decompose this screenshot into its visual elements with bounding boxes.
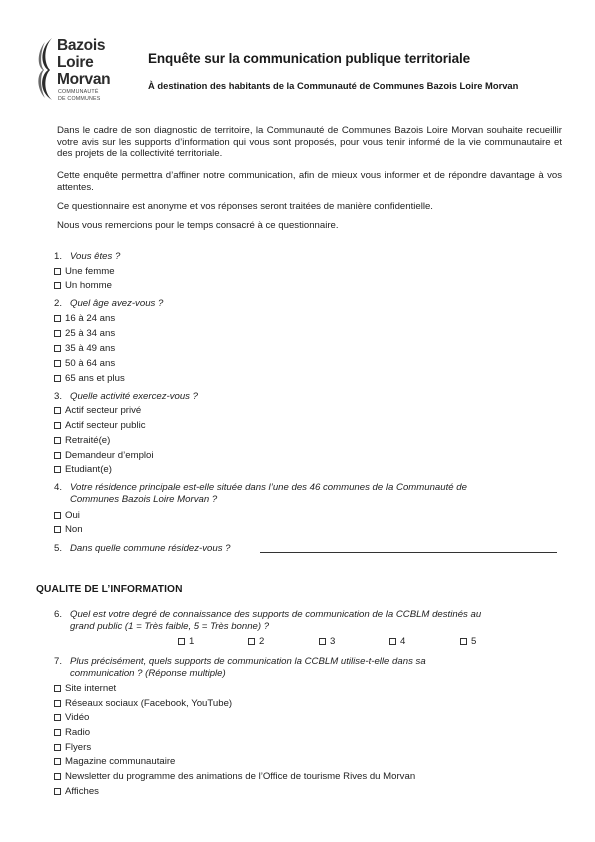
intro-paragraph-3: Ce questionnaire est anonyme et vos réponses seront traitées de manière confidentielle. xyxy=(57,201,433,212)
q7-option-6[interactable]: Magazine communautaire xyxy=(54,756,175,768)
q2-option-1[interactable]: 16 à 24 ans xyxy=(54,313,115,325)
checkbox-icon[interactable] xyxy=(54,452,61,459)
commune-answer-field[interactable] xyxy=(260,543,557,553)
checkbox-icon[interactable] xyxy=(54,729,61,736)
document-subtitle: À destination des habitants de la Communauté de Communes Bazois Loire Morvan xyxy=(148,80,519,91)
q3-option-5[interactable]: Etudiant(e) xyxy=(54,464,112,476)
q7-option-8[interactable]: Affiches xyxy=(54,786,99,798)
q3-option-1[interactable]: Actif secteur privé xyxy=(54,405,141,417)
checkbox-icon[interactable] xyxy=(389,638,396,645)
q7-option-1[interactable]: Site internet xyxy=(54,683,116,695)
checkbox-icon[interactable] xyxy=(54,315,61,322)
logo-text-line3: Morvan xyxy=(57,71,111,88)
checkbox-icon[interactable] xyxy=(54,345,61,352)
question-1: 1. Vous êtes ? xyxy=(54,251,121,262)
checkbox-icon[interactable] xyxy=(54,407,61,414)
question-3: 3. Quelle activité exercez-vous ? xyxy=(54,391,198,402)
checkbox-icon[interactable] xyxy=(54,422,61,429)
q6-scale-4[interactable]: 4 xyxy=(389,636,405,647)
checkbox-icon[interactable] xyxy=(54,360,61,367)
checkbox-icon[interactable] xyxy=(54,268,61,275)
intro-paragraph-2: Cette enquête permettra d’affiner notre communication, afin de mieux vous informer et de répondre davantage à vos attentes. xyxy=(57,170,562,193)
section-heading: QUALITE DE L’INFORMATION xyxy=(36,584,183,595)
q7-option-4[interactable]: Radio xyxy=(54,727,90,739)
q1-option-2[interactable]: Un homme xyxy=(54,280,112,292)
q4-option-2[interactable]: Non xyxy=(54,524,83,536)
q2-option-4[interactable]: 50 à 64 ans xyxy=(54,358,115,370)
q7-option-5[interactable]: Flyers xyxy=(54,742,91,754)
logo-sub-line2: DE COMMUNES xyxy=(58,96,101,102)
checkbox-icon[interactable] xyxy=(54,714,61,721)
q3-option-2[interactable]: Actif secteur public xyxy=(54,420,146,432)
checkbox-icon[interactable] xyxy=(54,330,61,337)
checkbox-icon[interactable] xyxy=(54,466,61,473)
q6-scale-1[interactable]: 1 xyxy=(178,636,194,647)
checkbox-icon[interactable] xyxy=(54,744,61,751)
question-6: 6. Quel est votre degré de connaissance des supports de communication de la CCBLM destinés au grand public (1 = Très faible, 5 = Très bonne) ? xyxy=(54,609,482,632)
question-5: 5. Dans quelle commune résidez-vous ? xyxy=(54,543,231,554)
q6-scale-2[interactable]: 2 xyxy=(248,636,264,647)
checkbox-icon[interactable] xyxy=(460,638,467,645)
logo-sub-line1: COMMUNAUTÉ xyxy=(58,89,99,95)
checkbox-icon[interactable] xyxy=(54,512,61,519)
checkbox-icon[interactable] xyxy=(54,758,61,765)
q4-option-1[interactable]: Oui xyxy=(54,510,80,522)
checkbox-icon[interactable] xyxy=(54,437,61,444)
q7-option-3[interactable]: Vidéo xyxy=(54,712,89,724)
checkbox-icon[interactable] xyxy=(319,638,326,645)
q7-option-2[interactable]: Réseaux sociaux (Facebook, YouTube) xyxy=(54,698,232,710)
checkbox-icon[interactable] xyxy=(54,375,61,382)
checkbox-icon[interactable] xyxy=(54,685,61,692)
q6-scale-3[interactable]: 3 xyxy=(319,636,335,647)
intro-paragraph-1: Dans le cadre de son diagnostic de territoire, la Communauté de Communes Bazois Loire Morvan souhaite recueillir votre avis sur les supports d’information qui vous sont proposés, pour vous tenir informé de la vie communautaire et des projets de la collectivité territoriale. xyxy=(57,125,562,160)
logo-text-line2: Loire xyxy=(57,54,94,71)
checkbox-icon[interactable] xyxy=(54,282,61,289)
q6-scale-5[interactable]: 5 xyxy=(460,636,476,647)
q3-option-3[interactable]: Retraité(e) xyxy=(54,435,110,447)
q2-option-5[interactable]: 65 ans et plus xyxy=(54,373,125,385)
checkbox-icon[interactable] xyxy=(54,773,61,780)
checkbox-icon[interactable] xyxy=(54,526,61,533)
question-4: 4. Votre résidence principale est-elle située dans l’une des 46 communes de la Communauté de Communes Bazois Loire Morvan ? xyxy=(54,482,467,505)
checkbox-icon[interactable] xyxy=(54,700,61,707)
checkbox-icon[interactable] xyxy=(248,638,255,645)
q3-option-4[interactable]: Demandeur d’emploi xyxy=(54,450,154,462)
intro-paragraph-4: Nous vous remercions pour le temps consacré à ce questionnaire. xyxy=(57,220,339,231)
question-2: 2. Quel âge avez-vous ? xyxy=(54,298,164,309)
logo-mark-icon xyxy=(36,36,54,102)
document-title: Enquête sur la communication publique territoriale xyxy=(148,51,471,66)
q7-option-7[interactable]: Newsletter du programme des animations de l’Office de tourisme Rives du Morvan xyxy=(54,771,415,783)
q1-option-1[interactable]: Une femme xyxy=(54,266,115,278)
question-7: 7. Plus précisément, quels supports de communication la CCBLM utilise-t-elle dans sa communication ? (Réponse multiple) xyxy=(54,656,426,679)
checkbox-icon[interactable] xyxy=(178,638,185,645)
checkbox-icon[interactable] xyxy=(54,788,61,795)
logo-text-line1: Bazois xyxy=(57,37,106,54)
q2-option-2[interactable]: 25 à 34 ans xyxy=(54,328,115,340)
q2-option-3[interactable]: 35 à 49 ans xyxy=(54,343,115,355)
